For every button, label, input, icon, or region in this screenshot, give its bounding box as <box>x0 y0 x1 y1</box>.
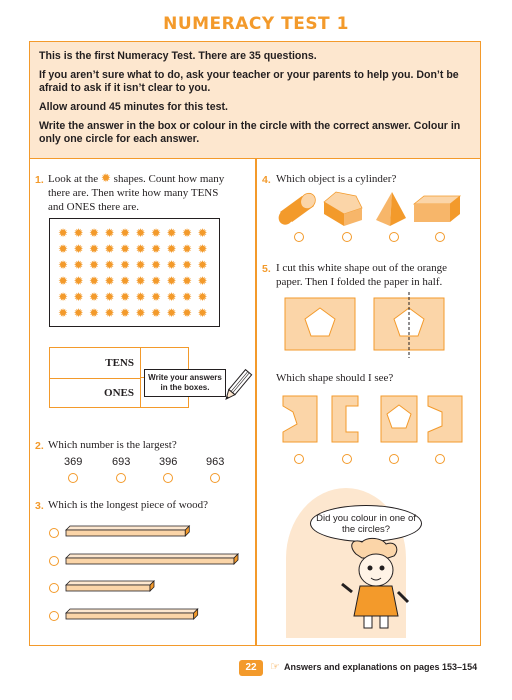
q1-number: 1. <box>35 174 44 186</box>
star-icon: ✹ <box>120 242 131 256</box>
intro-line: This is the first Numeracy Test. There are 35 questions. <box>39 50 317 62</box>
intro-line: Allow around 45 minutes for this test. <box>39 101 228 113</box>
wood-pieces <box>66 522 256 632</box>
star-icon: ✹ <box>197 258 208 272</box>
q2-option: 369 <box>64 456 83 468</box>
star-icon: ✹ <box>104 306 115 320</box>
star-icon: ✹ <box>182 226 193 240</box>
q4-radio[interactable] <box>294 232 304 242</box>
tens-row <box>50 348 142 378</box>
star-icon: ✹ <box>58 274 69 288</box>
star-icon: ✹ <box>166 306 177 320</box>
write-answers-note: Write your answers in the boxes. <box>144 369 226 397</box>
intro-line: Write the answer in the box or colour in the circle with the correct answer. Colour in only one circle for each answer. <box>39 120 461 145</box>
girl-mascot-icon <box>338 540 412 632</box>
wood-piece <box>66 581 154 591</box>
star-icon: ✹ <box>166 258 177 272</box>
q2-radio[interactable] <box>116 473 126 483</box>
star-icon: ✹ <box>73 290 84 304</box>
star-icon: ✹ <box>104 274 115 288</box>
answer-shape-b <box>332 396 368 442</box>
tens-label: TENS <box>105 357 134 369</box>
star-icon: ✹ <box>166 226 177 240</box>
star-icon: ✹ <box>104 258 115 272</box>
star-icon: ✹ <box>135 290 146 304</box>
star-icon: ✹ <box>89 258 100 272</box>
q2-option: 693 <box>112 456 131 468</box>
wood-piece <box>66 609 198 619</box>
star-icon: ✹ <box>89 274 100 288</box>
star-icon: ✹ <box>135 226 146 240</box>
star-icon: ✹ <box>89 242 100 256</box>
star-icon: ✹ <box>135 242 146 256</box>
star-icon: ✹ <box>120 290 131 304</box>
star-icon: ✹ <box>197 306 208 320</box>
star-icon: ✹ <box>151 290 162 304</box>
star-icon: ✹ <box>73 226 84 240</box>
star-icon: ✹ <box>104 242 115 256</box>
q3-text: Which is the longest piece of wood? <box>48 499 209 511</box>
q4-radio[interactable] <box>342 232 352 242</box>
rectangular-prism-icon <box>412 194 464 226</box>
star-icon: ✹ <box>73 306 84 320</box>
wood-piece <box>66 554 238 564</box>
star-icon: ✹ <box>58 290 69 304</box>
q2-radio[interactable] <box>163 473 173 483</box>
star-grid <box>49 218 220 327</box>
star-icon: ✹ <box>151 242 162 256</box>
star-icon: ✹ <box>135 258 146 272</box>
page-title: NUMERACY TEST 1 <box>163 14 349 34</box>
star-icon: ✹ <box>100 171 111 185</box>
star-icon: ✹ <box>73 258 84 272</box>
q2-radio[interactable] <box>68 473 78 483</box>
q2-number: 2. <box>35 440 44 452</box>
intro-line: If you aren’t sure what to do, ask your teacher or your parents to help you. Don’t be afraid to ask if it isn’t clear to you. <box>39 69 459 94</box>
q4-number: 4. <box>262 174 271 186</box>
q5-number: 5. <box>262 263 271 275</box>
star-icon: ✹ <box>120 274 131 288</box>
star-icon: ✹ <box>166 274 177 288</box>
q5-text: I cut this white shape out of the orange paper. Then I folded the paper in half. <box>276 262 448 288</box>
wood-piece <box>66 526 189 536</box>
star-icon: ✹ <box>166 242 177 256</box>
q5-radio[interactable] <box>389 454 399 464</box>
ones-row <box>50 378 142 408</box>
star-icon: ✹ <box>151 274 162 288</box>
star-icon: ✹ <box>166 290 177 304</box>
star-icon: ✹ <box>58 306 69 320</box>
star-icon: ✹ <box>135 274 146 288</box>
q2-text: Which number is the largest? <box>48 439 177 451</box>
star-icon: ✹ <box>58 226 69 240</box>
star-icon: ✹ <box>73 274 84 288</box>
star-icon: ✹ <box>89 290 100 304</box>
answer-shape-d <box>428 396 464 442</box>
answer-shape-c <box>381 396 419 442</box>
star-icon: ✹ <box>182 258 193 272</box>
q1-text-b: shapes. Count how many there are. Then write how many TENS and ONES there are. <box>48 173 225 213</box>
q2-option: 963 <box>206 456 225 468</box>
star-icon: ✹ <box>104 226 115 240</box>
star-icon: ✹ <box>89 226 100 240</box>
q4-text: Which object is a cylinder? <box>276 173 397 185</box>
q4-radio[interactable] <box>435 232 445 242</box>
q1-text <box>48 172 228 214</box>
orange-paper-with-pentagon <box>285 298 355 350</box>
star-icon: ✹ <box>182 242 193 256</box>
q3-radio[interactable] <box>49 611 59 621</box>
answers-reference: Answers and explanations on pages 153–154 <box>284 662 478 672</box>
star-icon: ✹ <box>89 306 100 320</box>
star-icon: ✹ <box>151 258 162 272</box>
star-icon: ✹ <box>58 258 69 272</box>
q3-radio[interactable] <box>49 583 59 593</box>
star-icon: ✹ <box>135 306 146 320</box>
page-number: 22 <box>239 660 263 676</box>
q5-radio[interactable] <box>294 454 304 464</box>
pentagonal-prism-icon <box>322 190 368 228</box>
q5-radio[interactable] <box>435 454 445 464</box>
star-icon: ✹ <box>151 226 162 240</box>
q1-text-a: Look at the <box>48 173 99 185</box>
instructions-panel <box>29 41 481 158</box>
q5-question: Which shape should I see? <box>276 372 394 384</box>
star-icon: ✹ <box>197 242 208 256</box>
q5-radio[interactable] <box>342 454 352 464</box>
star-icon: ✹ <box>182 290 193 304</box>
q2-option: 396 <box>159 456 178 468</box>
pointing-hand-icon: ☞ <box>270 660 280 673</box>
q3-radio[interactable] <box>49 556 59 566</box>
speech-bubble: Did you colour in one of the circles? <box>310 505 422 542</box>
q3-radio[interactable] <box>49 528 59 538</box>
cylinder-icon <box>274 192 322 226</box>
star-icon: ✹ <box>151 306 162 320</box>
star-icon: ✹ <box>182 306 193 320</box>
star-icon: ✹ <box>58 242 69 256</box>
star-icon: ✹ <box>197 226 208 240</box>
star-icon: ✹ <box>104 290 115 304</box>
answer-shape-a <box>283 396 319 442</box>
pencil-icon <box>222 366 252 406</box>
ones-label: ONES <box>104 387 134 399</box>
star-icon: ✹ <box>120 306 131 320</box>
star-icon: ✹ <box>197 290 208 304</box>
tens-ones-table <box>49 347 141 408</box>
star-icon: ✹ <box>197 274 208 288</box>
q3-number: 3. <box>35 500 44 512</box>
star-icon: ✹ <box>120 226 131 240</box>
star-icon: ✹ <box>73 242 84 256</box>
pyramid-icon <box>372 190 412 228</box>
q2-radio[interactable] <box>210 473 220 483</box>
star-icon: ✹ <box>120 258 131 272</box>
folded-paper-icon <box>374 292 444 358</box>
q4-radio[interactable] <box>389 232 399 242</box>
star-icon: ✹ <box>182 274 193 288</box>
